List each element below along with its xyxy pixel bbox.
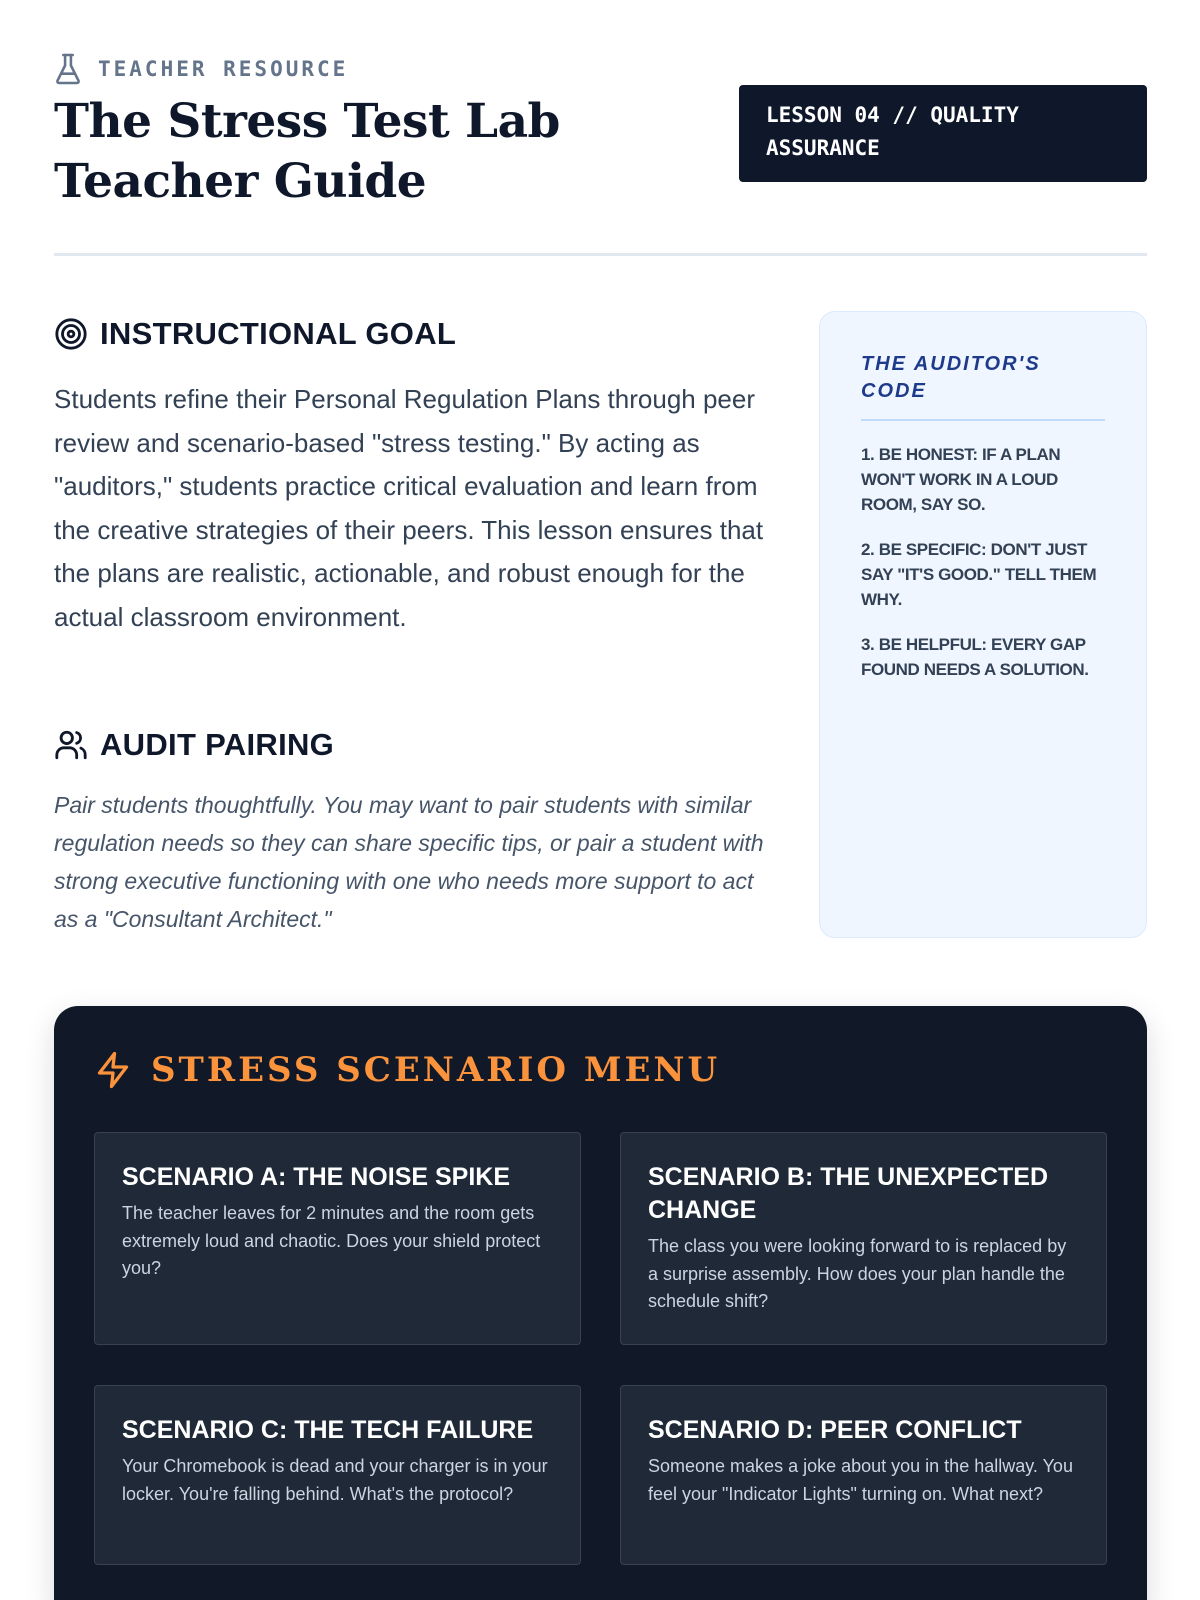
lightning-icon (95, 1050, 131, 1090)
eyebrow-label: TEACHER RESOURCE (98, 57, 349, 81)
goal-heading: INSTRUCTIONAL GOAL (100, 316, 457, 351)
auditor-rule: 3. BE HELPFUL: EVERY GAP FOUND NEEDS A SOLUTION. (861, 635, 1089, 679)
auditor-rule: 1. BE HONEST: IF A PLAN WON'T WORK IN A LOUD ROOM, SAY SO. (861, 445, 1061, 514)
scenario-card-c[interactable] (94, 1385, 581, 1565)
pairing-heading-row (54, 727, 334, 763)
goal-heading-row (54, 316, 456, 352)
auditor-rule: 2. BE SPECIFIC: DON'T JUST SAY "IT'S GOOD." TELL THEM WHY. (861, 540, 1097, 609)
scenario-title: SCENARIO B: THE UNEXPECTED CHANGE (648, 1163, 1049, 1224)
scenario-title: SCENARIO C: THE TECH FAILURE (122, 1416, 534, 1444)
scenario-body: The class you were looking forward to is replaced by a surprise assembly. How does your plan handle the schedule shift? (648, 1236, 1067, 1311)
scenario-title: SCENARIO A: THE NOISE SPIKE (122, 1163, 511, 1191)
auditor-code-panel (819, 311, 1147, 938)
flask-icon (54, 52, 82, 86)
users-icon (54, 728, 88, 762)
scenario-menu (54, 1006, 1147, 1600)
scenario-title: SCENARIO D: PEER CONFLICT (648, 1416, 1022, 1444)
target-icon (54, 317, 88, 351)
scenario-card-d[interactable] (620, 1385, 1107, 1565)
scenario-body: Your Chromebook is dead and your charger is in your locker. You're falling behind. What's the protocol? (122, 1456, 548, 1504)
scenario-body: The teacher leaves for 2 minutes and the room gets extremely loud and chaotic. Does your shield protect you? (122, 1203, 541, 1278)
pairing-body: Pair students thoughtfully. You may want to pair students with similar regulation needs so they can share specific tips, or pair a student with strong executive functioning with one who needs more support to act as a "Consultant Architect." (54, 792, 764, 932)
auditor-code-heading: THE AUDITOR'S CODE (861, 351, 1105, 421)
scenario-body: Someone makes a joke about you in the hallway. You feel your "Indicator Lights" turning on. What next? (648, 1456, 1073, 1504)
scenario-card-b[interactable] (620, 1132, 1107, 1345)
scenario-menu-heading: STRESS SCENARIO MENU (151, 1050, 721, 1090)
lesson-badge-label: LESSON 04 // QUALITY ASSURANCE (766, 103, 1019, 160)
lesson-badge (739, 85, 1147, 182)
page-title: The Stress Test Lab Teacher Guide (54, 94, 560, 209)
eyebrow (54, 52, 348, 86)
scenario-card-a[interactable] (94, 1132, 581, 1345)
goal-body: Students refine their Personal Regulation Plans through peer review and scenario-based "stress testing." By acting as "auditors," students practice critical evaluation and learn from the creative strategies of their peers. This lesson ensures that the plans are realistic, actionable, and robust enough for the actual classroom environment. (54, 384, 764, 632)
scenario-menu-heading-row (95, 1050, 720, 1090)
auditor-code-list (861, 442, 1105, 682)
pairing-heading: AUDIT PAIRING (100, 727, 335, 762)
header-divider (54, 253, 1147, 256)
